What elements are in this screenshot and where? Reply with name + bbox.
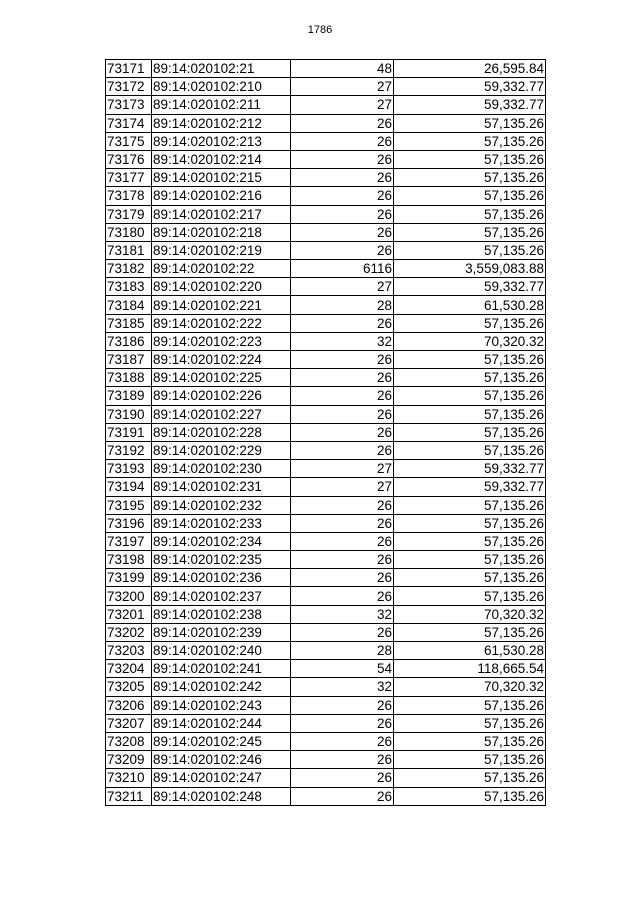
area-cell: 26 [291,587,394,605]
value-cell: 57,135.26 [394,169,546,187]
area-cell: 26 [291,423,394,441]
table-row [106,441,546,459]
area-cell: 27 [291,96,394,114]
row-number-cell: 73209 [106,751,152,769]
table-row [106,60,546,78]
value-cell: 57,135.26 [394,423,546,441]
value-cell: 57,135.26 [394,714,546,732]
value-cell: 57,135.26 [394,623,546,641]
cadastral-number-cell: 89:14:020102:242 [152,678,291,696]
area-cell: 26 [291,223,394,241]
cadastral-number-cell: 89:14:020102:22 [152,260,291,278]
value-cell: 57,135.26 [394,569,546,587]
cadastral-number-cell: 89:14:020102:238 [152,605,291,623]
table-row [106,132,546,150]
table-row [106,769,546,787]
table-row [106,623,546,641]
table-row [106,96,546,114]
table-row [106,205,546,223]
row-number-cell: 73198 [106,551,152,569]
value-cell: 57,135.26 [394,114,546,132]
table-row [106,387,546,405]
table-row [106,678,546,696]
area-cell: 26 [291,241,394,259]
area-cell: 26 [291,387,394,405]
area-cell: 26 [291,132,394,150]
cadastral-number-cell: 89:14:020102:213 [152,132,291,150]
area-cell: 26 [291,496,394,514]
table-row [106,187,546,205]
area-cell: 32 [291,605,394,623]
value-cell: 59,332.77 [394,478,546,496]
row-number-cell: 73208 [106,732,152,750]
area-cell: 48 [291,60,394,78]
row-number-cell: 73176 [106,150,152,168]
row-number-cell: 73196 [106,514,152,532]
row-number-cell: 73199 [106,569,152,587]
row-number-cell: 73200 [106,587,152,605]
row-number-cell: 73189 [106,387,152,405]
area-cell: 26 [291,769,394,787]
area-cell: 26 [291,405,394,423]
table-row [106,423,546,441]
table-row [106,278,546,296]
value-cell: 57,135.26 [394,132,546,150]
cadastral-number-cell: 89:14:020102:221 [152,296,291,314]
value-cell: 57,135.26 [394,223,546,241]
row-number-cell: 73171 [106,60,152,78]
area-cell: 26 [291,714,394,732]
cadastral-number-cell: 89:14:020102:222 [152,314,291,332]
table-row [106,369,546,387]
area-cell: 26 [291,787,394,805]
table-row [106,605,546,623]
cadastral-number-cell: 89:14:020102:247 [152,769,291,787]
row-number-cell: 73210 [106,769,152,787]
table-row [106,587,546,605]
table-row [106,241,546,259]
row-number-cell: 73201 [106,605,152,623]
page-number: 1786 [307,24,333,36]
cadastral-number-cell: 89:14:020102:232 [152,496,291,514]
cadastral-number-cell: 89:14:020102:239 [152,623,291,641]
value-cell: 61,530.28 [394,642,546,660]
row-number-cell: 73179 [106,205,152,223]
cadastral-number-cell: 89:14:020102:231 [152,478,291,496]
row-number-cell: 73173 [106,96,152,114]
area-cell: 26 [291,623,394,641]
value-cell: 57,135.26 [394,241,546,259]
cadastral-number-cell: 89:14:020102:246 [152,751,291,769]
value-cell: 57,135.26 [394,732,546,750]
area-cell: 26 [291,514,394,532]
value-cell: 26,595.84 [394,60,546,78]
row-number-cell: 73175 [106,132,152,150]
table-row [106,296,546,314]
value-cell: 57,135.26 [394,532,546,550]
area-cell: 32 [291,332,394,350]
row-number-cell: 73192 [106,441,152,459]
area-cell: 27 [291,78,394,96]
value-cell: 57,135.26 [394,787,546,805]
row-number-cell: 73207 [106,714,152,732]
cadastral-number-cell: 89:14:020102:240 [152,642,291,660]
table-row [106,223,546,241]
table-row [106,642,546,660]
area-cell: 28 [291,642,394,660]
table-row [106,405,546,423]
table-row [106,732,546,750]
value-cell: 61,530.28 [394,296,546,314]
value-cell: 57,135.26 [394,514,546,532]
table-row [106,696,546,714]
value-cell: 57,135.26 [394,405,546,423]
area-cell: 26 [291,314,394,332]
cadastral-number-cell: 89:14:020102:216 [152,187,291,205]
cadastral-number-cell: 89:14:020102:233 [152,514,291,532]
cadastral-number-cell: 89:14:020102:218 [152,223,291,241]
row-number-cell: 73187 [106,351,152,369]
row-number-cell: 73180 [106,223,152,241]
row-number-cell: 73203 [106,642,152,660]
value-cell: 118,665.54 [394,660,546,678]
cadastral-number-cell: 89:14:020102:245 [152,732,291,750]
row-number-cell: 73184 [106,296,152,314]
area-cell: 27 [291,460,394,478]
area-cell: 26 [291,751,394,769]
value-cell: 57,135.26 [394,150,546,168]
area-cell: 26 [291,150,394,168]
row-number-cell: 73174 [106,114,152,132]
value-cell: 57,135.26 [394,769,546,787]
area-cell: 26 [291,732,394,750]
cadastral-number-cell: 89:14:020102:212 [152,114,291,132]
cadastral-number-cell: 89:14:020102:214 [152,150,291,168]
table-row [106,314,546,332]
table-row [106,551,546,569]
cadastral-number-cell: 89:14:020102:236 [152,569,291,587]
value-cell: 57,135.26 [394,187,546,205]
table-row [106,532,546,550]
row-number-cell: 73186 [106,332,152,350]
row-number-cell: 73178 [106,187,152,205]
cadastral-number-cell: 89:14:020102:21 [152,60,291,78]
value-cell: 57,135.26 [394,369,546,387]
cadastral-number-cell: 89:14:020102:244 [152,714,291,732]
row-number-cell: 73191 [106,423,152,441]
cadastral-number-cell: 89:14:020102:243 [152,696,291,714]
cadastral-number-cell: 89:14:020102:223 [152,332,291,350]
table-row [106,332,546,350]
cadastral-number-cell: 89:14:020102:234 [152,532,291,550]
table-row [106,569,546,587]
table-row [106,478,546,496]
row-number-cell: 73205 [106,678,152,696]
cadastral-number-cell: 89:14:020102:211 [152,96,291,114]
area-cell: 26 [291,187,394,205]
row-number-cell: 73183 [106,278,152,296]
cadastral-number-cell: 89:14:020102:227 [152,405,291,423]
cadastral-number-cell: 89:14:020102:225 [152,369,291,387]
table-row [106,714,546,732]
table-row [106,169,546,187]
area-cell: 26 [291,169,394,187]
value-cell: 57,135.26 [394,587,546,605]
value-cell: 3,559,083.88 [394,260,546,278]
cadastral-number-cell: 89:14:020102:215 [152,169,291,187]
area-cell: 32 [291,678,394,696]
value-cell: 57,135.26 [394,751,546,769]
area-cell: 28 [291,296,394,314]
table-row [106,260,546,278]
cadastral-number-cell: 89:14:020102:228 [152,423,291,441]
row-number-cell: 73197 [106,532,152,550]
area-cell: 27 [291,278,394,296]
cadastral-number-cell: 89:14:020102:217 [152,205,291,223]
value-cell: 57,135.26 [394,351,546,369]
row-number-cell: 73188 [106,369,152,387]
row-number-cell: 73194 [106,478,152,496]
row-number-cell: 73195 [106,496,152,514]
area-cell: 26 [291,441,394,459]
value-cell: 57,135.26 [394,314,546,332]
area-cell: 26 [291,569,394,587]
area-cell: 26 [291,114,394,132]
table-row [106,460,546,478]
row-number-cell: 73202 [106,623,152,641]
table-row [106,787,546,805]
row-number-cell: 73177 [106,169,152,187]
cadastral-number-cell: 89:14:020102:237 [152,587,291,605]
area-cell: 54 [291,660,394,678]
value-cell: 70,320.32 [394,332,546,350]
cadastral-number-cell: 89:14:020102:230 [152,460,291,478]
cadastral-number-cell: 89:14:020102:226 [152,387,291,405]
row-number-cell: 73206 [106,696,152,714]
value-cell: 57,135.26 [394,496,546,514]
cadastral-number-cell: 89:14:020102:220 [152,278,291,296]
value-cell: 57,135.26 [394,696,546,714]
table-row [106,496,546,514]
cadastral-number-cell: 89:14:020102:219 [152,241,291,259]
cadastral-number-cell: 89:14:020102:224 [152,351,291,369]
area-cell: 27 [291,478,394,496]
value-cell: 70,320.32 [394,678,546,696]
value-cell: 57,135.26 [394,387,546,405]
cadastral-number-cell: 89:14:020102:235 [152,551,291,569]
area-cell: 26 [291,369,394,387]
table-row [106,114,546,132]
table-body [106,60,546,806]
cadastral-number-cell: 89:14:020102:241 [152,660,291,678]
cadastral-number-cell: 89:14:020102:210 [152,78,291,96]
table-row [106,514,546,532]
area-cell: 26 [291,551,394,569]
area-cell: 26 [291,532,394,550]
row-number-cell: 73193 [106,460,152,478]
area-cell: 26 [291,351,394,369]
row-number-cell: 73185 [106,314,152,332]
value-cell: 59,332.77 [394,96,546,114]
value-cell: 59,332.77 [394,460,546,478]
row-number-cell: 73204 [106,660,152,678]
area-cell: 26 [291,696,394,714]
value-cell: 57,135.26 [394,441,546,459]
table-row [106,351,546,369]
table-row [106,150,546,168]
value-cell: 70,320.32 [394,605,546,623]
row-number-cell: 73190 [106,405,152,423]
cadastral-table [105,59,546,806]
value-cell: 59,332.77 [394,278,546,296]
row-number-cell: 73182 [106,260,152,278]
row-number-cell: 73211 [106,787,152,805]
value-cell: 57,135.26 [394,205,546,223]
table-row [106,751,546,769]
table-row [106,78,546,96]
value-cell: 57,135.26 [394,551,546,569]
area-cell: 26 [291,205,394,223]
row-number-cell: 73181 [106,241,152,259]
area-cell: 6116 [291,260,394,278]
row-number-cell: 73172 [106,78,152,96]
cadastral-number-cell: 89:14:020102:248 [152,787,291,805]
table-row [106,660,546,678]
value-cell: 59,332.77 [394,78,546,96]
cadastral-number-cell: 89:14:020102:229 [152,441,291,459]
